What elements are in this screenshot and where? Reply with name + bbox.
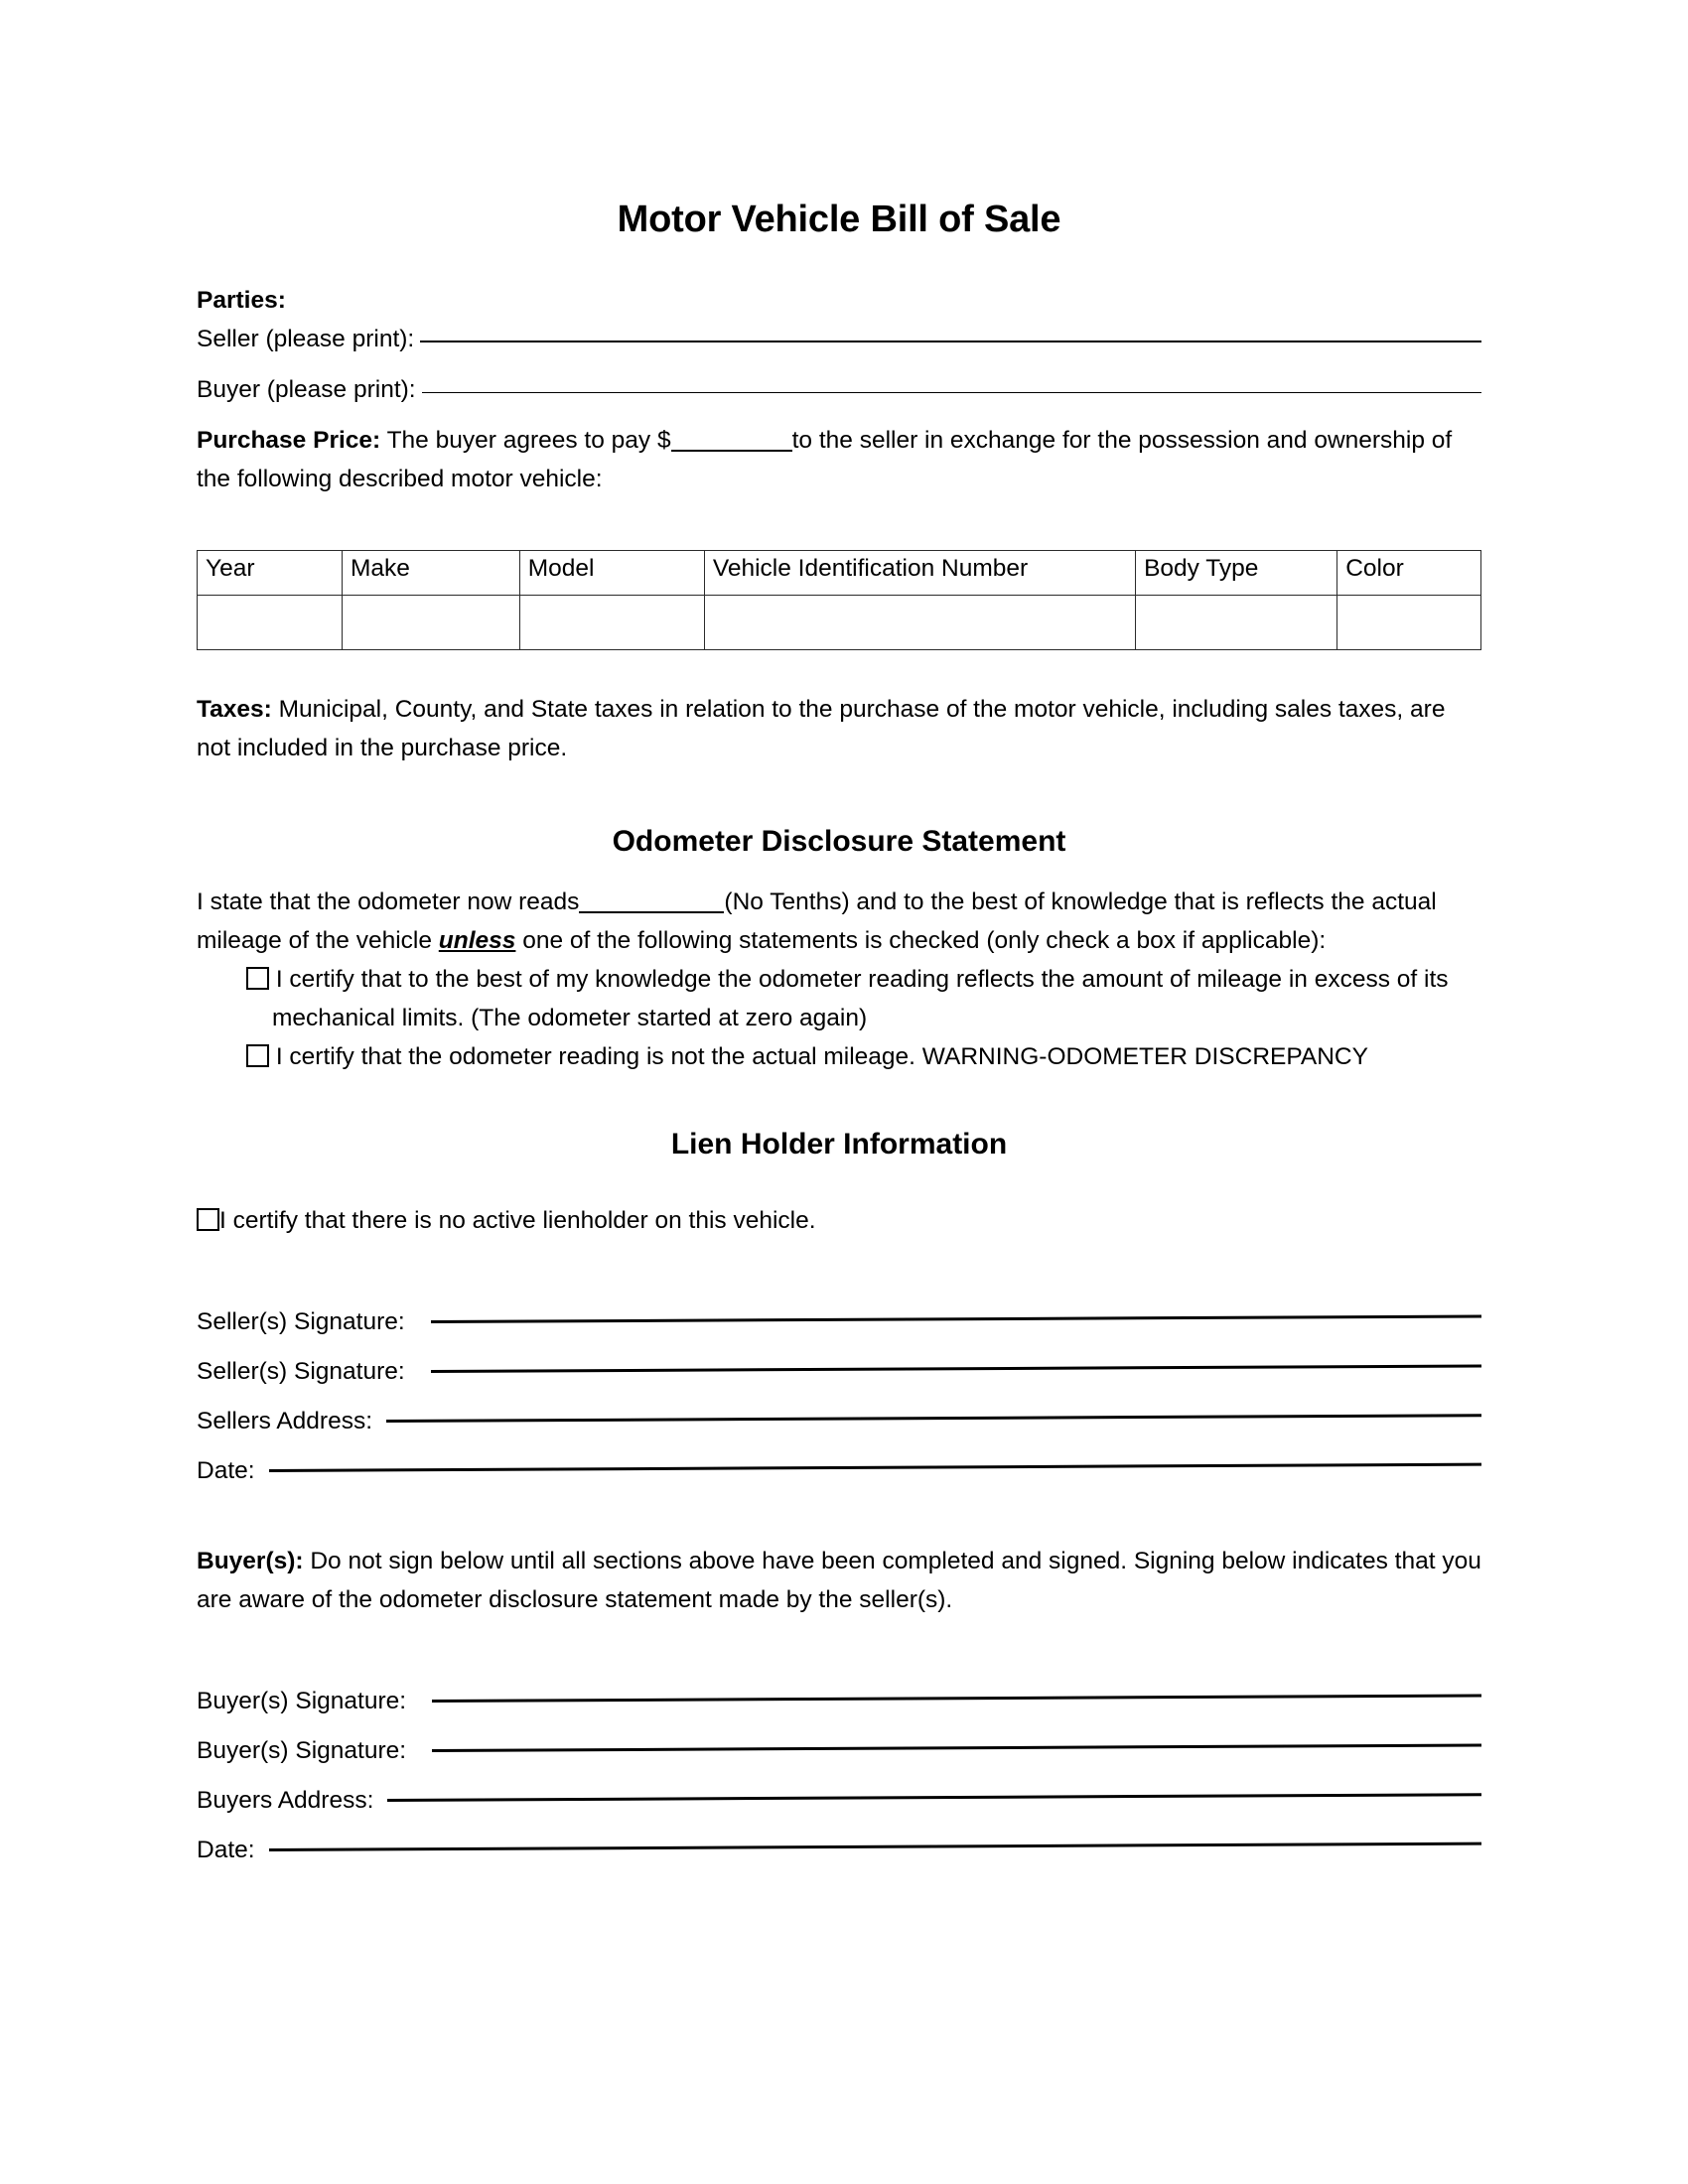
seller-signature-1-rule[interactable]: [431, 1309, 1481, 1329]
buyer-notice-text: Do not sign below until all sections above have been completed and signed. Signing below indicates that you are aware of the odometer disclosure statement made by the seller(s).: [197, 1548, 1481, 1613]
buyer-notice-paragraph: [197, 1542, 1481, 1619]
odometer-checkbox-item-1[interactable]: [197, 960, 1481, 1037]
seller-signature-1-label: Seller(s) Signature:: [197, 1308, 405, 1335]
column-header-make: Make: [342, 551, 519, 596]
column-header-body-type: Body Type: [1136, 551, 1337, 596]
buyer-date-label: Date:: [197, 1837, 255, 1863]
checkbox-odometer-discrepancy[interactable]: [246, 1044, 269, 1067]
odometer-intro-part2: (No Tenths) and to the best of knowledge that is reflects the actual mileage of the vehicle: [197, 888, 1437, 954]
odometer-unless-emphasis: unless: [438, 927, 516, 954]
buyer-address-label: Buyers Address:: [197, 1787, 374, 1814]
checkbox-no-active-lienholder[interactable]: [197, 1208, 219, 1231]
table-header-row: [198, 551, 1481, 596]
odometer-section-title: Odometer Disclosure Statement: [612, 825, 1066, 858]
cell-color[interactable]: [1337, 596, 1481, 650]
seller-date-rule[interactable]: [269, 1458, 1481, 1478]
column-header-color: Color: [1337, 551, 1481, 596]
seller-address-label: Sellers Address:: [197, 1408, 373, 1434]
purchase-price-paragraph: [197, 421, 1481, 498]
buyer-date-rule[interactable]: [269, 1838, 1481, 1857]
table-row: [198, 596, 1481, 650]
vehicle-details-table: [197, 550, 1481, 650]
purchase-price-text-before: The buyer agrees to pay $: [380, 427, 671, 454]
purchase-price-text-after: to the seller in exchange for the possession and ownership of the following described motor vehicle:: [197, 427, 1453, 492]
taxes-label: Taxes:: [197, 696, 272, 723]
seller-signature-2-label: Seller(s) Signature:: [197, 1358, 405, 1385]
purchase-price-label: Purchase Price:: [197, 427, 381, 454]
buyer-notice-label: Buyer(s):: [197, 1548, 304, 1574]
buyer-print-rule[interactable]: [422, 392, 1481, 393]
seller-signature-2-field[interactable]: [197, 1352, 1481, 1391]
buyer-address-field[interactable]: [197, 1781, 1481, 1820]
cell-model[interactable]: [519, 596, 704, 650]
purchase-price-amount-blank[interactable]: [671, 450, 792, 452]
buyer-signature-2-rule[interactable]: [432, 1738, 1481, 1758]
cell-body-type[interactable]: [1136, 596, 1337, 650]
cell-year[interactable]: [198, 596, 343, 650]
odometer-checkbox-2-label: I certify that the odometer reading is not the actual mileage. WARNING-ODOMETER DISCREPANCY: [275, 1043, 1368, 1070]
parties-heading: Parties:: [197, 287, 286, 314]
seller-address-rule[interactable]: [386, 1409, 1481, 1429]
buyer-signature-2-field[interactable]: [197, 1731, 1481, 1770]
column-header-vin: Vehicle Identification Number: [704, 551, 1135, 596]
seller-address-field[interactable]: [197, 1402, 1481, 1440]
cell-vin[interactable]: [704, 596, 1135, 650]
seller-signature-1-field[interactable]: [197, 1302, 1481, 1341]
buyer-signature-1-field[interactable]: [197, 1682, 1481, 1720]
seller-signature-2-rule[interactable]: [431, 1359, 1481, 1379]
odometer-intro-paragraph: [197, 883, 1481, 960]
buyer-print-label: Buyer (please print):: [197, 376, 416, 403]
buyer-date-field[interactable]: [197, 1831, 1481, 1869]
buyer-signature-1-label: Buyer(s) Signature:: [197, 1688, 407, 1714]
lien-holder-section-title: Lien Holder Information: [670, 1128, 1008, 1160]
odometer-checkbox-1-label: I certify that to the best of my knowledge the odometer reading reflects the amount of mileage in excess of its mechanical limits. (The odometer started at zero again): [272, 966, 1449, 1031]
buyer-signature-1-rule[interactable]: [432, 1689, 1481, 1708]
seller-print-rule[interactable]: [420, 341, 1481, 342]
checkbox-mechanical-limits[interactable]: [246, 967, 269, 990]
column-header-year: Year: [198, 551, 343, 596]
buyer-print-field[interactable]: [197, 370, 1481, 409]
odometer-intro-part3: one of the following statements is checked (only check a box if applicable):: [515, 927, 1327, 954]
buyer-address-rule[interactable]: [387, 1788, 1481, 1808]
lien-holder-checkbox-label: I certify that there is no active lienholder on this vehicle.: [219, 1207, 816, 1234]
column-header-model: Model: [519, 551, 704, 596]
taxes-paragraph: [197, 690, 1481, 767]
buyer-signature-2-label: Buyer(s) Signature:: [197, 1737, 407, 1764]
seller-date-label: Date:: [197, 1457, 255, 1484]
seller-print-label: Seller (please print):: [197, 326, 415, 352]
lien-holder-checkbox-item[interactable]: [197, 1201, 1481, 1240]
taxes-text: Municipal, County, and State taxes in relation to the purchase of the motor vehicle, including sales taxes, are not included in the purchase price.: [197, 696, 1446, 761]
odometer-checkbox-item-2[interactable]: [197, 1037, 1481, 1076]
seller-print-field[interactable]: [197, 320, 1481, 358]
odometer-intro-part1: I state that the odometer now reads: [197, 888, 580, 915]
document-content: [197, 0, 1481, 1869]
cell-make[interactable]: [342, 596, 519, 650]
page-title: Motor Vehicle Bill of Sale: [617, 199, 1061, 240]
seller-date-field[interactable]: [197, 1451, 1481, 1490]
odometer-reading-blank[interactable]: [579, 911, 724, 913]
